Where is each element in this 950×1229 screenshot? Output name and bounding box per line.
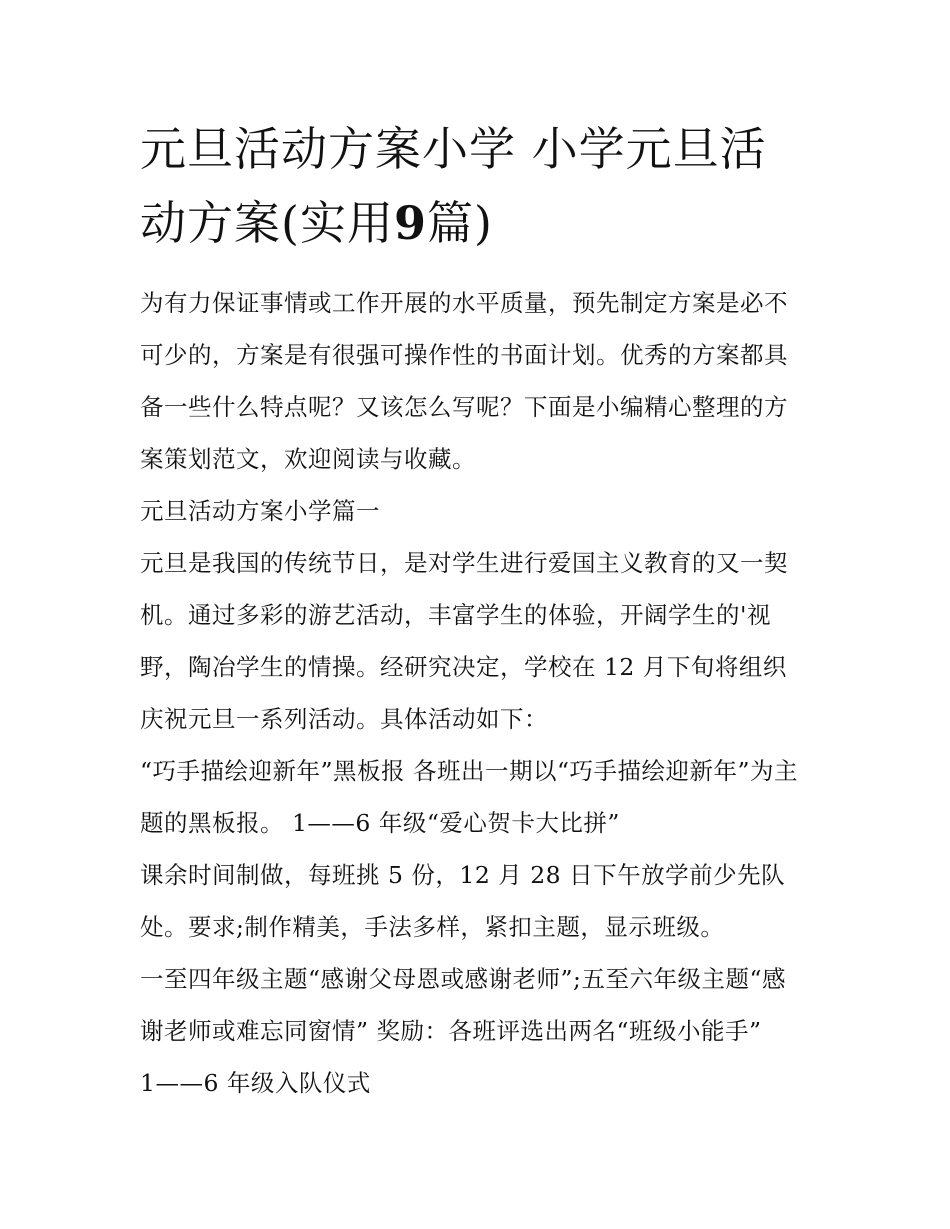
text-line: 1——6 年级入队仪式 [140, 1069, 371, 1097]
text-line: 机。通过多彩的游艺活动，丰富学生的体验，开阔学生的'视 [140, 601, 771, 629]
text-line: 可少的，方案是有很强可操作性的书面计划。优秀的方案都具 [140, 341, 788, 369]
text-line: 课余时间制做，每班挑 5 份，12 月 28 日下午放学前少先队 [140, 861, 786, 889]
document-title [140, 112, 820, 260]
text-line: 谢老师或难忘同窗情” 奖励：各班评选出两名“班级小能手” [140, 1017, 762, 1045]
text-line: 元旦是我国的传统节日，是对学生进行爱国主义教育的又一契 [140, 549, 788, 577]
text-line: 备一些什么特点呢？又该怎么写呢？下面是小编精心整理的方 [140, 393, 788, 421]
text-line: 处。要求;制作精美，手法多样，紧扣主题，显示班级。 [140, 913, 725, 941]
text-line: 题的黑板报。 1——6 年级“爱心贺卡大比拼” [140, 809, 620, 837]
title-line-2-suffix: 篇) [426, 196, 493, 250]
text-line: 野，陶冶学生的情操。经研究决定，学校在 12 月下旬将组织 [140, 653, 787, 681]
title-line-2-prefix: 动方案(实用 [140, 196, 394, 250]
title-line-2-number: 9 [393, 196, 427, 250]
section-heading: 元旦活动方案小学篇一 [140, 497, 380, 525]
text-line: 案策划范文，欢迎阅读与收藏。 [140, 445, 476, 473]
text-line: 为有力保证事情或工作开展的水平质量，预先制定方案是必不 [140, 289, 788, 317]
text-line: 一至四年级主题“感谢父母恩或感谢老师”;五至六年级主题“感 [140, 965, 786, 993]
text-line: “巧手描绘迎新年”黑板报 各班出一期以“巧手描绘迎新年”为主 [140, 757, 799, 785]
text-line: 庆祝元旦一系列活动。具体活动如下： [140, 705, 548, 733]
title-line-1: 元旦活动方案小学 小学元旦活 [140, 122, 767, 176]
document-body [140, 277, 820, 1109]
